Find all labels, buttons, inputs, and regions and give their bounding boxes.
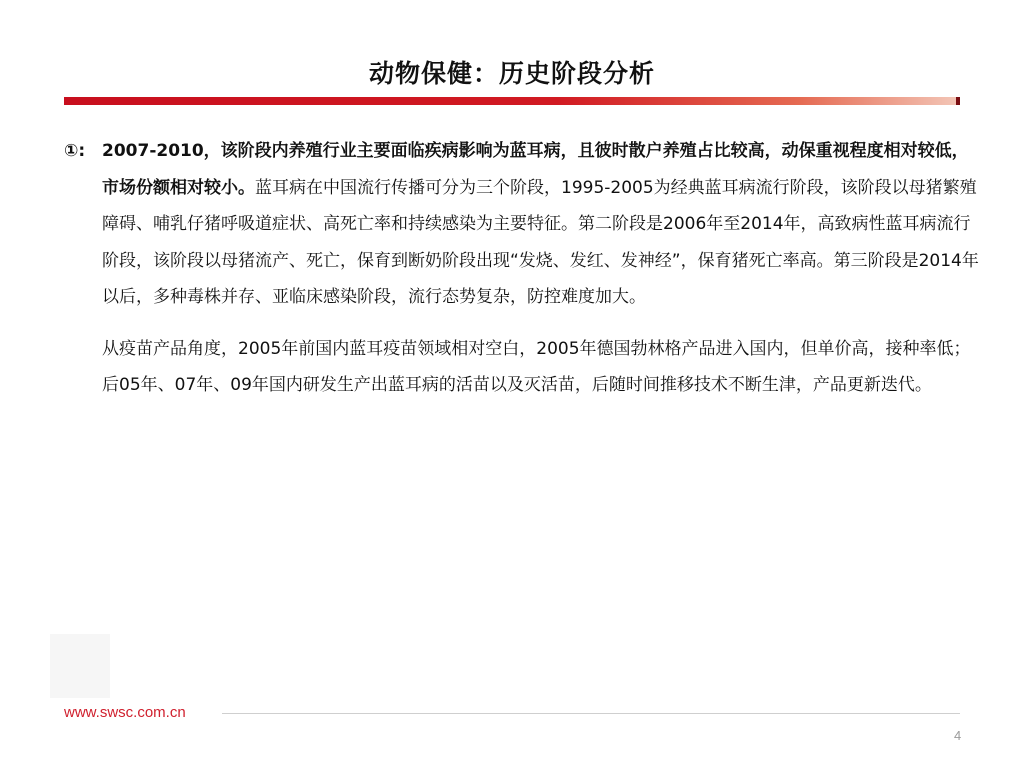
paragraph-body: 蓝耳病在中国流行传播可分为三个阶段，1995-2005为经典蓝耳病流行阶段，该阶段以母猪繁殖障碍、哺乳仔猪呼吸道症状、高死亡率和持续感染为主要特征。第二阶段是2006年至2014年，高致病性蓝耳病流行阶段，该阶段以母猪流产、死亡，保育到断奶阶段出现“发烧、发红、发神经”，保育猪死亡率高。第三阶段是2014年以后，多种毒株并存、亚临床感染阶段，流行态势复杂，防控难度加大。	[102, 177, 979, 307]
content-area	[64, 133, 984, 404]
title-divider	[64, 97, 960, 105]
paragraph-vaccine: 从疫苗产品角度，2005年前国内蓝耳疫苗领域相对空白，2005年德国勃林格产品进入国内，但单价高，接种率低；后05年、07年、09年国内研发生产出蓝耳病的活苗以及灭活苗，后随时间推移技术不断生津，产品更新迭代。	[102, 338, 971, 395]
footer-divider	[222, 713, 960, 714]
paragraph-marker: ①:	[64, 141, 86, 161]
page-number: 4	[954, 728, 962, 743]
slide-title: 动物保健：历史阶段分析	[368, 59, 655, 88]
paragraph-bold-lead: 2007-2010，该阶段内养殖行业主要面临疾病影响为蓝耳病，且彼时散户养殖占比较高，动保重视程度相对较低，市场份额相对较小。	[102, 141, 969, 198]
footer-url: www.swsc.com.cn	[64, 704, 186, 721]
paragraph-history-stage	[64, 133, 984, 316]
watermark-logo	[50, 634, 110, 698]
